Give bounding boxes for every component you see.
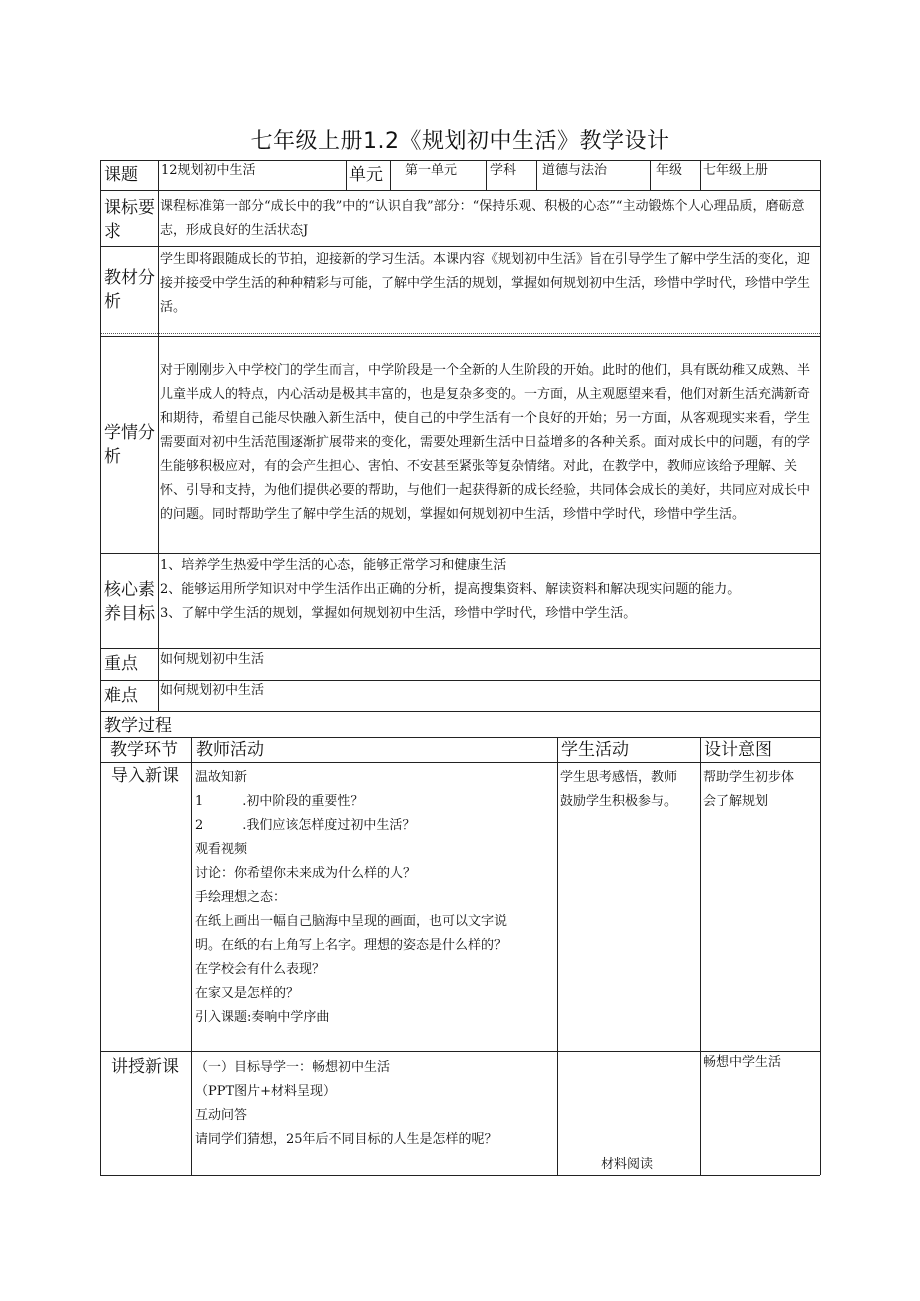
core-goals-label: 核心素养目标 [104, 580, 155, 624]
materials-text: 学生即将跟随成长的节拍，迎接新的学习生活。本课内容《规划初中生活》旨在引导学生了解中学生活的变化，迎接并接受中学生活的种种精彩与可能，了解中学生活的规划，掌握如何规划初中生活，珍惜中学时代，珍惜中学生活。 [160, 252, 811, 315]
teacher-line: 互动问答 [195, 1108, 248, 1123]
difficulty-text: 如何规划初中生活 [160, 683, 265, 698]
teacher-line: 在纸上画出一幅自己脑海中呈现的画面，也可以文字说 [195, 914, 508, 929]
grade-value: 七年级上册 [703, 163, 769, 178]
standards-label: 课标要求 [104, 198, 155, 242]
intro-teacher-activity [195, 766, 555, 1030]
lecture-design-intent: 畅想中学生活 [703, 1055, 782, 1070]
col-header-student: 学生活动 [561, 740, 629, 760]
teacher-line: 引入课题:奏响中学序曲 [195, 1010, 330, 1025]
topic-label: 课题 [104, 165, 138, 185]
intent-line: 会了解规划 [703, 794, 769, 809]
key-point-text: 如何规划初中生活 [160, 652, 265, 667]
col-header-teacher: 教师活动 [196, 740, 264, 760]
standards-text: 课程标准第一部分“成长中的我”中的“认识自我”部分：“保持乐观、积极的心态”“主动锻炼个人心理品质，磨砺意志，形成良好的生活状态J [160, 199, 805, 238]
teacher-line: 温故知新 [195, 770, 248, 785]
lecture-stage: 讲授新课 [111, 1057, 179, 1077]
subject-label: 学科 [490, 163, 517, 178]
grade-label: 年级 [656, 163, 683, 178]
unit-value: 第一单元 [405, 163, 458, 178]
intro-student-activity [560, 766, 700, 814]
teacher-line: 在学校会有什么表现？ [195, 962, 326, 977]
unit-label: 单元 [349, 165, 383, 185]
teacher-line: 1 .初中阶段的重要性？ [195, 794, 364, 809]
intro-design-intent [703, 766, 819, 814]
teacher-line: （一）目标导学一：畅想初中生活 [195, 1060, 391, 1075]
document-title: 七年级上册1.2《规划初中生活》教学设计 [250, 129, 670, 154]
process-label: 教学过程 [104, 716, 172, 736]
students-text: 对于刚刚步入中学校门的学生而言，中学阶段是一个全新的人生阶段的开始。此时的他们，具有既幼稚又成熟、半儿童半成人的特点，内心活动是极其丰富的，也是复杂多变的。一方面，从主观愿望来看，他们对新生活充满新奇和期待，希望自己能尽快融入新生活中，使自己的中学生活有一个良好的开始；另一方面，从客观现实来看，学生需要面对初中生活范围逐渐扩展带来的变化，需要处理新生活中日益增多的各种关系。面对成长中的问题，有的学生能够积极应对，有的会产生担心、害怕、不安甚至紧张等复杂情绪。对此，在教学中，教师应该给予理解、关怀、引导和支持，为他们提供必要的帮助，与他们一起获得新的成长经验，共同体会成长的美好，共同应对成长中的问题。同时帮助学生了解中学生活的规划，掌握如何规划初中生活，珍惜中学时代，珍惜中学生活。 [160, 363, 811, 522]
topic-value: 12规划初中生活 [161, 163, 256, 178]
intent-line: 帮助学生初步体 [703, 770, 795, 785]
lecture-student-activity: 材料阅读 [601, 1157, 654, 1172]
teacher-line: 2 .我们应该怎样度过初中生活？ [195, 818, 416, 833]
core-goal-item: 3、了解中学生活的规划，掌握如何规划初中生活，珍惜中学时代，珍惜中学生活。 [160, 606, 637, 621]
core-goals-list [160, 554, 818, 626]
difficulty-label: 难点 [104, 686, 138, 706]
intro-stage: 导入新课 [111, 766, 179, 786]
key-point-label: 重点 [104, 654, 138, 674]
student-line: 学生思考感悟，教师 [560, 770, 678, 785]
student-line: 鼓励学生积极参与。 [560, 794, 678, 809]
teacher-line: 请同学们猜想，25年后不同目标的人生是怎样的呢？ [195, 1132, 498, 1147]
teacher-line: 讨论：你希望你未来成为什么样的人？ [195, 866, 417, 881]
teacher-line: 明。在纸的右上角写上名字。理想的姿态是什么样的？ [195, 938, 508, 953]
teacher-line: （PPT图片+材料呈现） [195, 1084, 337, 1099]
teacher-line: 观看视频 [195, 842, 248, 857]
materials-label: 教材分析 [104, 268, 155, 312]
core-goal-item: 1、培养学生热爱中学生活的心态，能够正常学习和健康生活 [160, 558, 507, 573]
col-header-intent: 设计意图 [704, 740, 772, 760]
lecture-teacher-activity [195, 1056, 555, 1152]
teacher-line: 在家又是怎样的？ [195, 986, 300, 1001]
subject-value: 道德与法治 [542, 163, 608, 178]
core-goal-item: 2、能够运用所学知识对中学生活作出正确的分析，提高搜集资料、解读资料和解决现实问题的能力。 [160, 582, 741, 597]
students-label: 学情分析 [104, 423, 155, 467]
teacher-line: 手绘理想之态： [195, 890, 287, 905]
col-header-stage: 教学环节 [110, 740, 178, 760]
